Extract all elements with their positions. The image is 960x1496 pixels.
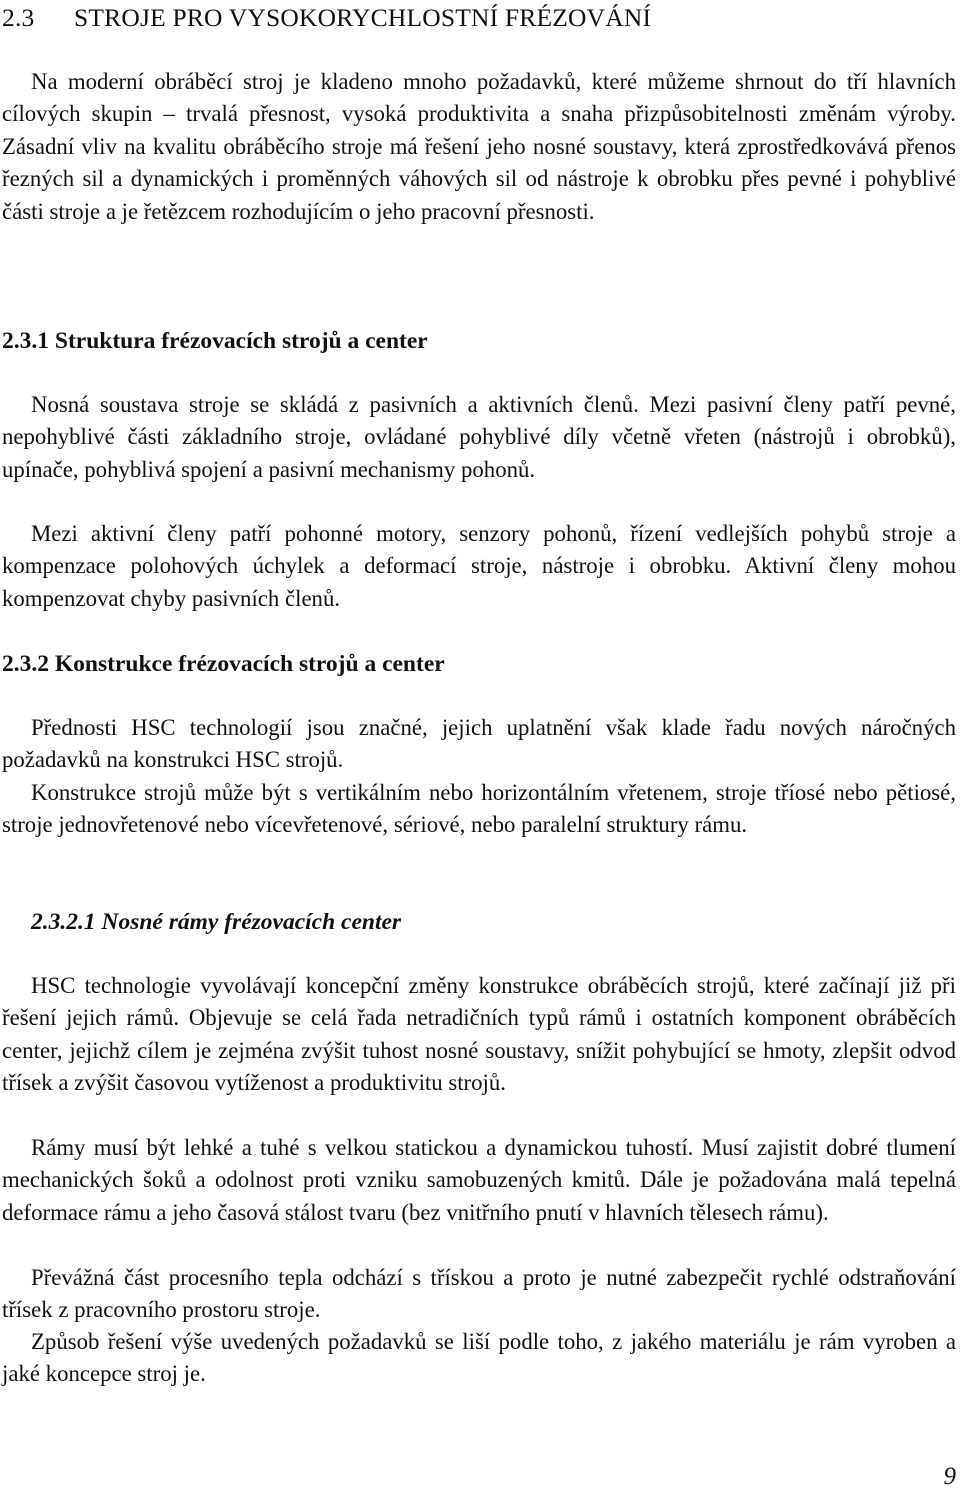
section-2-3-2-1-paragraph-4: Způsob řešení výše uvedených požadavků se liší podle toho, z jakého materiálu je rám vyroben a jaké koncepce stroj je. [2, 1329, 956, 1387]
section-2-3-2-paragraph-1: Přednosti HSC technologií jsou značné, jejich uplatnění však klade řadu nových náročných požadavků na konstrukci HSC strojů. [2, 715, 956, 773]
section-2-3-1-paragraph-1: Nosná soustava stroje se skládá z pasivních a aktivních členů. Mezi pasivní členy patří pevné, nepohyblivé části základního stroje, ovládané pohyblivé díly včetně vřeten (nástrojů i obrobků), upínače, pohyblivá spojení a pasivní mechanismy pohonů. [2, 392, 956, 482]
page-number: 9 [943, 1463, 956, 1490]
section-2-3-1-paragraph-2: Mezi aktivní členy patří pohonné motory, senzory pohonů, řízení vedlejších pohybů stroje a kompenzace polohových úchylek a deformací stroje, nástroje i obrobku. Aktivní členy mohou kompenzovat chyby pasivních členů. [2, 521, 956, 611]
chapter-title: STROJE PRO VYSOKORYCHLOSTNÍ FRÉZOVÁNÍ [74, 3, 652, 32]
section-2-3-2-1-paragraph-2: Rámy musí být lehké a tuhé s velkou statickou a dynamickou tuhostí. Musí zajistit dobré tlumení mechanických šoků a odolnost proti vzniku samobuzených kmitů. Dále je požadována malá tepelná deformace rámu a jeho časová stálost tvaru (bez vnitřního pnutí v hlavních tělesech rámu). [2, 1135, 956, 1225]
section-heading-2-3-2: 2.3.2 Konstrukce frézovacích strojů a center [2, 651, 445, 677]
section-heading-2-3-1: 2.3.1 Struktura frézovacích strojů a center [2, 328, 428, 354]
chapter-number: 2.3 [2, 3, 35, 32]
section-2-3-2-paragraph-2: Konstrukce strojů může být s vertikálním nebo horizontálním vřetenem, stroje tříosé nebo pětiosé, stroje jednovřetenové nebo vícevřetenové, sériové, nebo paralelní struktury rámu. [2, 780, 956, 838]
section-2-3-2-1-paragraph-1: HSC technologie vyvolávají koncepční změny konstrukce obráběcích strojů, které začínají již při řešení jejich rámů. Objevuje se celá řada netradičních typů rámů i ostatních komponent obráběcích center, jejichž cílem je zejména zvýšit tuhost nosné soustavy, snížit pohybující se hmoty, zlepšit odvod třísek a zvýšit časovou vytíženost a produktivitu strojů. [2, 973, 956, 1096]
chapter-intro-paragraph: Na moderní obráběcí stroj je kladeno mnoho požadavků, které můžeme shrnout do tří hlavních cílových skupin – trvalá přesnost, vysoká produktivita a snaha přizpůsobitelnosti změnám výroby. Zásadní vliv na kvalitu obráběcího stroje má řešení jeho nosné soustavy, která zprostředkovává přenos řezných sil a dynamických i proměnných váhových sil od nástroje k obrobku přes pevné i pohyblivé části stroje a je řetězcem rozhodujícím o jeho pracovní přesnosti. [2, 69, 956, 224]
chapter-heading [2, 2, 956, 34]
section-heading-2-3-2-1: 2.3.2.1 Nosné rámy frézovacích center [31, 909, 402, 935]
section-2-3-2-1-paragraph-3: Převážná část procesního tepla odchází s třískou a proto je nutné zabezpečit rychlé odstraňování třísek z pracovního prostoru stroje. [2, 1265, 956, 1323]
